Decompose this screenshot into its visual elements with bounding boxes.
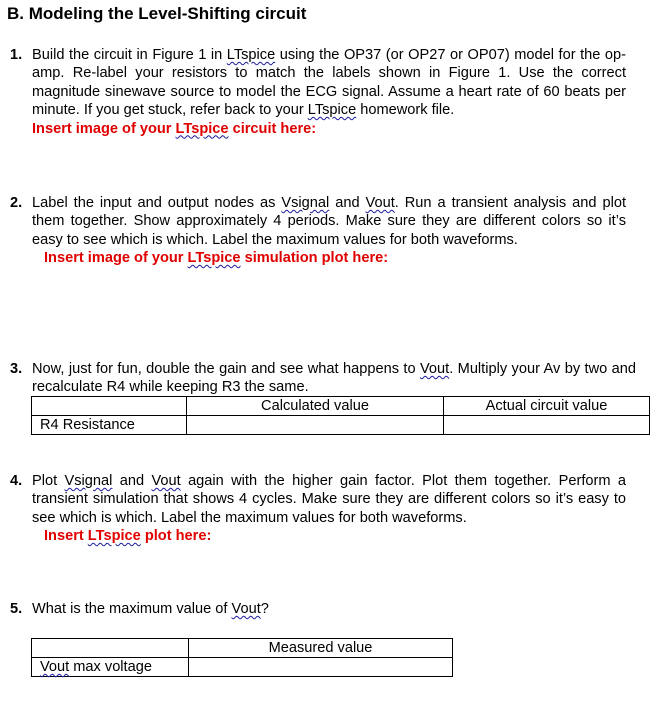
- row-label: Vout max voltage: [32, 658, 189, 677]
- table-row: [32, 658, 453, 677]
- question-text: Now, just for fun, double the gain and see what happens to Vout. Multiply your Av by two and recalculate R4 while keeping R3 the same.: [32, 361, 636, 396]
- question-text: Plot Vsignal and Vout again with the higher gain factor. Plot them together. Perform a transient simulation that shows 4 cycles. Make sure they are different colors so it’s easy to see which is which. Label the maximum values for both waveforms.: [32, 473, 626, 526]
- measured-value-cell[interactable]: [189, 658, 453, 677]
- question-number: 5.: [10, 601, 23, 617]
- actual-value-cell[interactable]: [444, 416, 650, 435]
- table-cell: [32, 397, 187, 416]
- question-text: Label the input and output nodes as Vsignal and Vout. Run a transient analysis and plot them together. Show approximately 4 periods. Make sure they are different colors so it’s easy to see which is which. Label the maximum values for both waveforms.: [32, 195, 626, 248]
- question-1: [10, 46, 626, 138]
- question-3: [10, 360, 636, 397]
- table-row: [32, 416, 650, 435]
- table-cell: [32, 639, 189, 658]
- question-4: [10, 472, 626, 546]
- vout-table: [31, 638, 453, 677]
- question-number: 4.: [10, 473, 23, 489]
- table-header: Measured value: [189, 639, 453, 658]
- question-text: What is the maximum value of Vout?: [32, 601, 269, 617]
- row-label: R4 Resistance: [32, 416, 187, 435]
- question-number: 2.: [10, 195, 23, 211]
- question-2: [10, 194, 626, 268]
- insert-instruction: Insert LTspice plot here:: [44, 528, 212, 545]
- insert-instruction: Insert image of your LTspice circuit here:: [32, 120, 317, 137]
- insert-instruction: Insert image of your LTspice simulation plot here:: [44, 250, 389, 267]
- question-text: Build the circuit in Figure 1 in LTspice using the OP37 (or OP27 or OP07) model for the op-amp. Re-label your resistors to match the labels shown in Figure 1. Use the correct magnitude sinewave source to model the ECG signal. Assume a heart rate of 60 beats per minute. If you get stuck, refer back to your LTspice homework file.: [32, 47, 627, 119]
- table-header-row: [32, 397, 650, 416]
- table-header: Actual circuit value: [444, 397, 650, 416]
- calculated-value-cell[interactable]: [187, 416, 444, 435]
- section-title: B. Modeling the Level-Shifting circuit: [7, 4, 307, 23]
- table-header: Calculated value: [187, 397, 444, 416]
- table-header-row: [32, 639, 453, 658]
- question-5: [10, 600, 626, 618]
- r4-table: [31, 396, 650, 435]
- question-number: 3.: [10, 361, 23, 377]
- question-number: 1.: [10, 47, 23, 63]
